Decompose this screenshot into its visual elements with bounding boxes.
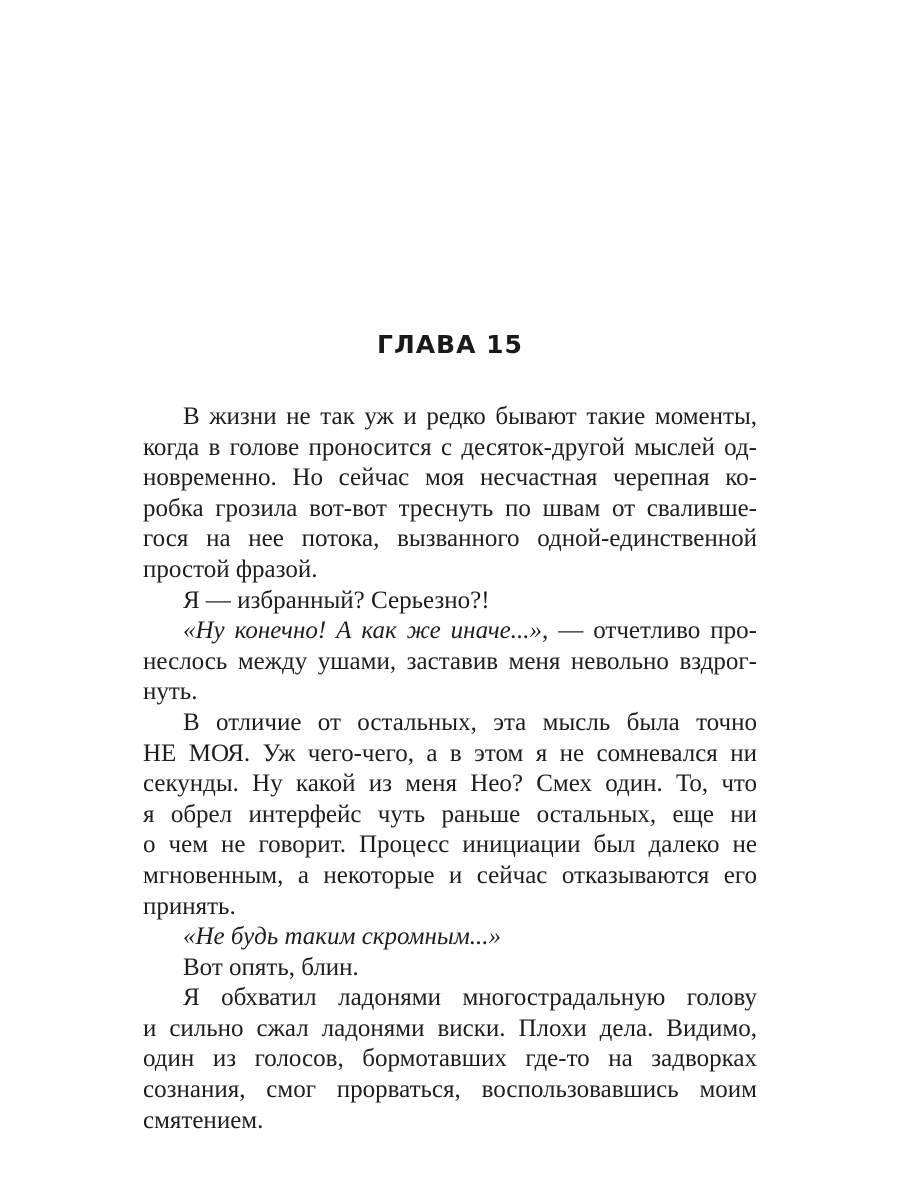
text-line: о чем не говорит. Процесс инициации был далеко не (143, 831, 757, 859)
text-line: новременно. Но сейчас моя несчастная черепная ко- (143, 464, 757, 492)
text-line: сознания, смог прорваться, воспользовавшись моим (143, 1076, 757, 1104)
chapter-body (143, 402, 757, 1136)
text-line: один из голосов, бормотавших где-то на задворках (143, 1045, 757, 1073)
text-line: секунды. Ну какой из меня Нео? Смех один. То, что (143, 770, 757, 798)
text-line: я обрел интерфейс чуть раньше остальных, еще ни (143, 800, 757, 828)
text-line: робка грозила вот-вот треснуть по швам от сваливше- (143, 494, 757, 522)
text-line: гося на нее потока, вызванного одной-единственной (143, 525, 757, 553)
text-line: принять. (143, 892, 236, 920)
chapter-title: ГЛАВА 15 (377, 330, 523, 359)
text-line: НЕ МОЯ. Уж чего-чего, а в этом я не сомневался ни (143, 739, 757, 767)
text-line: Я — избранный? Серьезно?! (183, 586, 490, 614)
text-line: мгновенным, а некоторые и сейчас отказываются его (143, 861, 757, 889)
text-line: когда в голове проносится с десяток-другой мыслей од- (143, 433, 757, 461)
text-line: Я обхватил ладонями многострадальную голову (183, 984, 757, 1012)
text-line: Вот опять, блин. (183, 953, 359, 981)
text-line: нуть. (143, 678, 198, 706)
text-line: В отличие от остальных, эта мысль была точно (183, 708, 757, 736)
text-line: и сильно сжал ладонями виски. Плохи дела. Видимо, (143, 1014, 757, 1042)
text-line: смятением. (143, 1106, 264, 1134)
text-fragment: , — отчетливо про- (542, 617, 757, 645)
text-line: неслось между ушами, заставив меня невольно вздрог- (143, 647, 757, 675)
text-line-mixed (143, 616, 757, 647)
italic-quote: «Ну конечно! А как же иначе...» (183, 617, 543, 645)
italic-quote: «Не будь таким скромным...» (183, 923, 502, 951)
text-line: В жизни не так уж и редко бывают такие моменты, (183, 403, 757, 430)
text-line: простой фразой. (143, 555, 318, 583)
